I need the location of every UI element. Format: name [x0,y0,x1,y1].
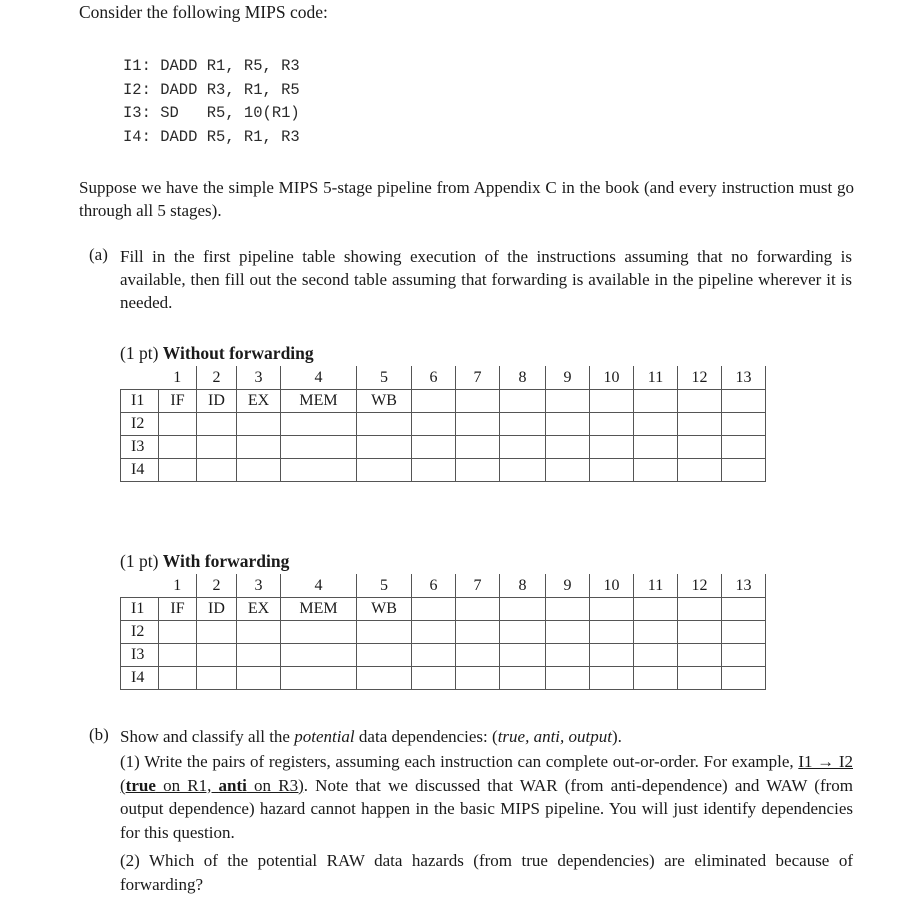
stage-cell[interactable] [722,436,766,459]
stage-cell[interactable] [159,667,197,690]
stage-cell[interactable] [412,644,456,667]
text: on R3) [246,775,304,795]
code-line: I1: DADD R1, R5, R3 [123,57,300,75]
stage-cell[interactable] [500,390,546,413]
stage-cell[interactable] [590,390,634,413]
stage-cell[interactable] [237,436,281,459]
stage-cell[interactable] [634,644,678,667]
stage-cell[interactable] [500,436,546,459]
stage-cell[interactable] [237,459,281,482]
table-title: Without forwarding [162,343,314,363]
stage-cell[interactable] [634,436,678,459]
instruction-label: I3 [121,436,159,459]
cycle-header-row [121,366,766,390]
stage-cell[interactable] [281,644,357,667]
table-caption-with-forwarding [120,551,289,572]
stage-cell[interactable] [412,667,456,690]
part-b-question-1 [120,750,853,844]
stage-cell[interactable] [634,413,678,436]
stage-cell[interactable] [357,621,412,644]
stage-cell[interactable] [197,459,237,482]
stage-cell[interactable] [412,459,456,482]
text-bold: anti [218,775,247,795]
stage-cell[interactable] [159,644,197,667]
table-points: (1 pt) [120,343,163,363]
instruction-row [121,621,766,644]
cycle-number: 8 [500,366,546,390]
cycle-number: 1 [159,366,197,390]
cycle-number: 5 [357,574,412,598]
stage-cell[interactable] [634,667,678,690]
stage-cell[interactable] [590,436,634,459]
intro-text: Consider the following MIPS code: [79,2,328,22]
text: ). [611,727,622,746]
stage-cell[interactable]: IF [159,390,197,413]
cycle-number: 7 [456,574,500,598]
stage-cell[interactable] [500,413,546,436]
stage-cell[interactable] [456,644,500,667]
stage-cell[interactable] [412,598,456,621]
stage-cell[interactable] [281,436,357,459]
cycle-number: 13 [722,574,766,598]
stage-cell[interactable] [237,621,281,644]
stage-cell[interactable] [412,436,456,459]
stage-cell[interactable] [197,621,237,644]
cycle-number: 6 [412,574,456,598]
instruction-row [121,436,766,459]
text: . Note that we discussed that WAR (from anti-dependence) and WAW (from output dependence) hazard cannot happen in the basic MIPS pipeline. You will just identify dependencies for this question. [120,775,853,842]
stage-cell[interactable] [357,667,412,690]
cycle-number: 12 [678,366,722,390]
stage-cell[interactable] [546,598,590,621]
instruction-row [121,667,766,690]
cycle-number: 12 [678,574,722,598]
instruction-label: I1 [121,598,159,621]
cycle-number: 6 [412,366,456,390]
instruction-row [121,644,766,667]
part-a-text: Fill in the first pipeline table showing execution of the instructions assuming that no forwarding is available, then fill out the second table assuming that forwarding is available in the pipeline wherever it is needed. [120,247,852,312]
pipeline-table-no-forwarding [120,366,766,482]
stage-cell[interactable] [678,390,722,413]
stage-cell[interactable]: IF [159,598,197,621]
stage-cell[interactable] [159,413,197,436]
stage-cell[interactable] [500,644,546,667]
instruction-row [121,459,766,482]
stage-cell[interactable] [678,621,722,644]
stage-cell[interactable] [237,644,281,667]
cycle-number: 9 [546,574,590,598]
pipeline-description: Suppose we have the simple MIPS 5-stage pipeline from Appendix C in the book (and every instruction must go through all 5 stages). [79,178,854,220]
stage-cell[interactable] [197,413,237,436]
stage-cell[interactable] [546,667,590,690]
stage-cell[interactable] [456,598,500,621]
stage-cell[interactable] [500,667,546,690]
text: on R1, [155,775,219,795]
instruction-label: I1 [121,390,159,413]
text: data dependencies: ( [354,727,498,746]
stage-cell[interactable] [159,459,197,482]
stage-cell[interactable] [722,459,766,482]
part-b-question-2: (2) Which of the potential RAW data hazards (from true dependencies) are eliminated because of forwarding? [120,851,853,894]
stage-cell[interactable]: WB [357,598,412,621]
instruction-label: I4 [121,667,159,690]
cycle-number: 5 [357,366,412,390]
text-bold: true [125,775,156,795]
stage-cell[interactable] [357,436,412,459]
stage-cell[interactable] [197,667,237,690]
stage-cell[interactable] [546,644,590,667]
stage-cell[interactable]: EX [237,598,281,621]
stage-cell[interactable] [281,459,357,482]
stage-cell[interactable] [546,459,590,482]
stage-cell[interactable]: ID [197,390,237,413]
stage-cell[interactable] [281,413,357,436]
part-b-label: (b) [89,725,109,744]
stage-cell[interactable] [678,459,722,482]
instruction-row [121,390,766,413]
instruction-label: I2 [121,621,159,644]
cycle-number: 11 [634,366,678,390]
stage-cell[interactable]: ID [197,598,237,621]
cycle-number: 2 [197,366,237,390]
code-line: I4: DADD R5, R1, R3 [123,127,300,146]
stage-cell[interactable] [281,621,357,644]
stage-cell[interactable] [197,644,237,667]
stage-cell[interactable] [357,459,412,482]
part-b-intro [120,725,852,748]
header-corner [121,574,159,598]
cycle-number: 3 [237,574,281,598]
stage-cell[interactable]: MEM [281,390,357,413]
stage-cell[interactable] [590,621,634,644]
cycle-number: 8 [500,574,546,598]
instruction-label: I3 [121,644,159,667]
cycle-number: 1 [159,574,197,598]
stage-cell[interactable] [412,621,456,644]
table-points: (1 pt) [120,551,163,571]
stage-cell[interactable] [634,621,678,644]
cycle-number: 9 [546,366,590,390]
stage-cell[interactable] [456,459,500,482]
cycle-number: 4 [281,366,357,390]
stage-cell[interactable] [159,436,197,459]
stage-cell[interactable] [722,598,766,621]
instruction-row [121,413,766,436]
stage-cell[interactable] [590,644,634,667]
stage-cell[interactable] [500,598,546,621]
stage-cell[interactable] [456,436,500,459]
stage-cell[interactable] [357,644,412,667]
pipeline-table-with-forwarding [120,574,766,690]
stage-cell[interactable] [159,621,197,644]
cycle-number: 7 [456,366,500,390]
stage-cell[interactable] [412,390,456,413]
stage-cell[interactable] [237,413,281,436]
stage-cell[interactable] [590,459,634,482]
cycle-number: 4 [281,574,357,598]
text: (1) Write the pairs of registers, assuming each instruction can complete out-or-order. For example, [120,752,799,771]
instruction-row [121,598,766,621]
text-em: true, anti, output [497,727,612,746]
cycle-number: 2 [197,574,237,598]
stage-cell[interactable] [237,667,281,690]
stage-cell[interactable] [678,667,722,690]
cycle-number: 10 [590,574,634,598]
stage-cell[interactable] [281,667,357,690]
stage-cell[interactable] [590,667,634,690]
stage-cell[interactable] [546,413,590,436]
stage-cell[interactable] [500,621,546,644]
text-em: potential [294,727,355,746]
stage-cell[interactable] [678,598,722,621]
stage-cell[interactable]: EX [237,390,281,413]
text: I1 → I2 ( [120,752,853,795]
instruction-label: I2 [121,413,159,436]
table-caption-no-forwarding [120,343,314,364]
cycle-number: 13 [722,366,766,390]
stage-cell[interactable] [722,667,766,690]
stage-cell[interactable] [500,459,546,482]
stage-cell[interactable] [357,413,412,436]
instruction-label: I4 [121,459,159,482]
stage-cell[interactable] [456,390,500,413]
stage-cell[interactable] [722,413,766,436]
stage-cell[interactable] [546,436,590,459]
stage-cell[interactable] [546,621,590,644]
stage-cell[interactable] [634,390,678,413]
stage-cell[interactable] [678,436,722,459]
stage-cell[interactable] [722,644,766,667]
text: Show and classify all the [120,727,295,746]
cycle-number: 11 [634,574,678,598]
cycle-number: 10 [590,366,634,390]
stage-cell[interactable] [722,390,766,413]
stage-cell[interactable] [590,413,634,436]
code-line: I3: SD R5, 10(R1) [123,104,300,122]
stage-cell[interactable] [546,390,590,413]
stage-cell[interactable] [678,644,722,667]
stage-cell[interactable] [722,621,766,644]
stage-cell[interactable]: WB [357,390,412,413]
stage-cell[interactable] [456,667,500,690]
header-corner [121,366,159,390]
stage-cell[interactable] [634,459,678,482]
part-a-label: (a) [89,245,108,264]
stage-cell[interactable] [456,621,500,644]
stage-cell[interactable] [197,436,237,459]
code-line: I2: DADD R3, R1, R5 [123,80,300,99]
stage-cell[interactable] [412,413,456,436]
stage-cell[interactable] [678,413,722,436]
cycle-number: 3 [237,366,281,390]
table-title: With forwarding [162,551,290,571]
stage-cell[interactable] [590,598,634,621]
stage-cell[interactable] [634,598,678,621]
stage-cell[interactable]: MEM [281,598,357,621]
mips-code-block [123,55,300,149]
stage-cell[interactable] [456,413,500,436]
cycle-header-row [121,574,766,598]
